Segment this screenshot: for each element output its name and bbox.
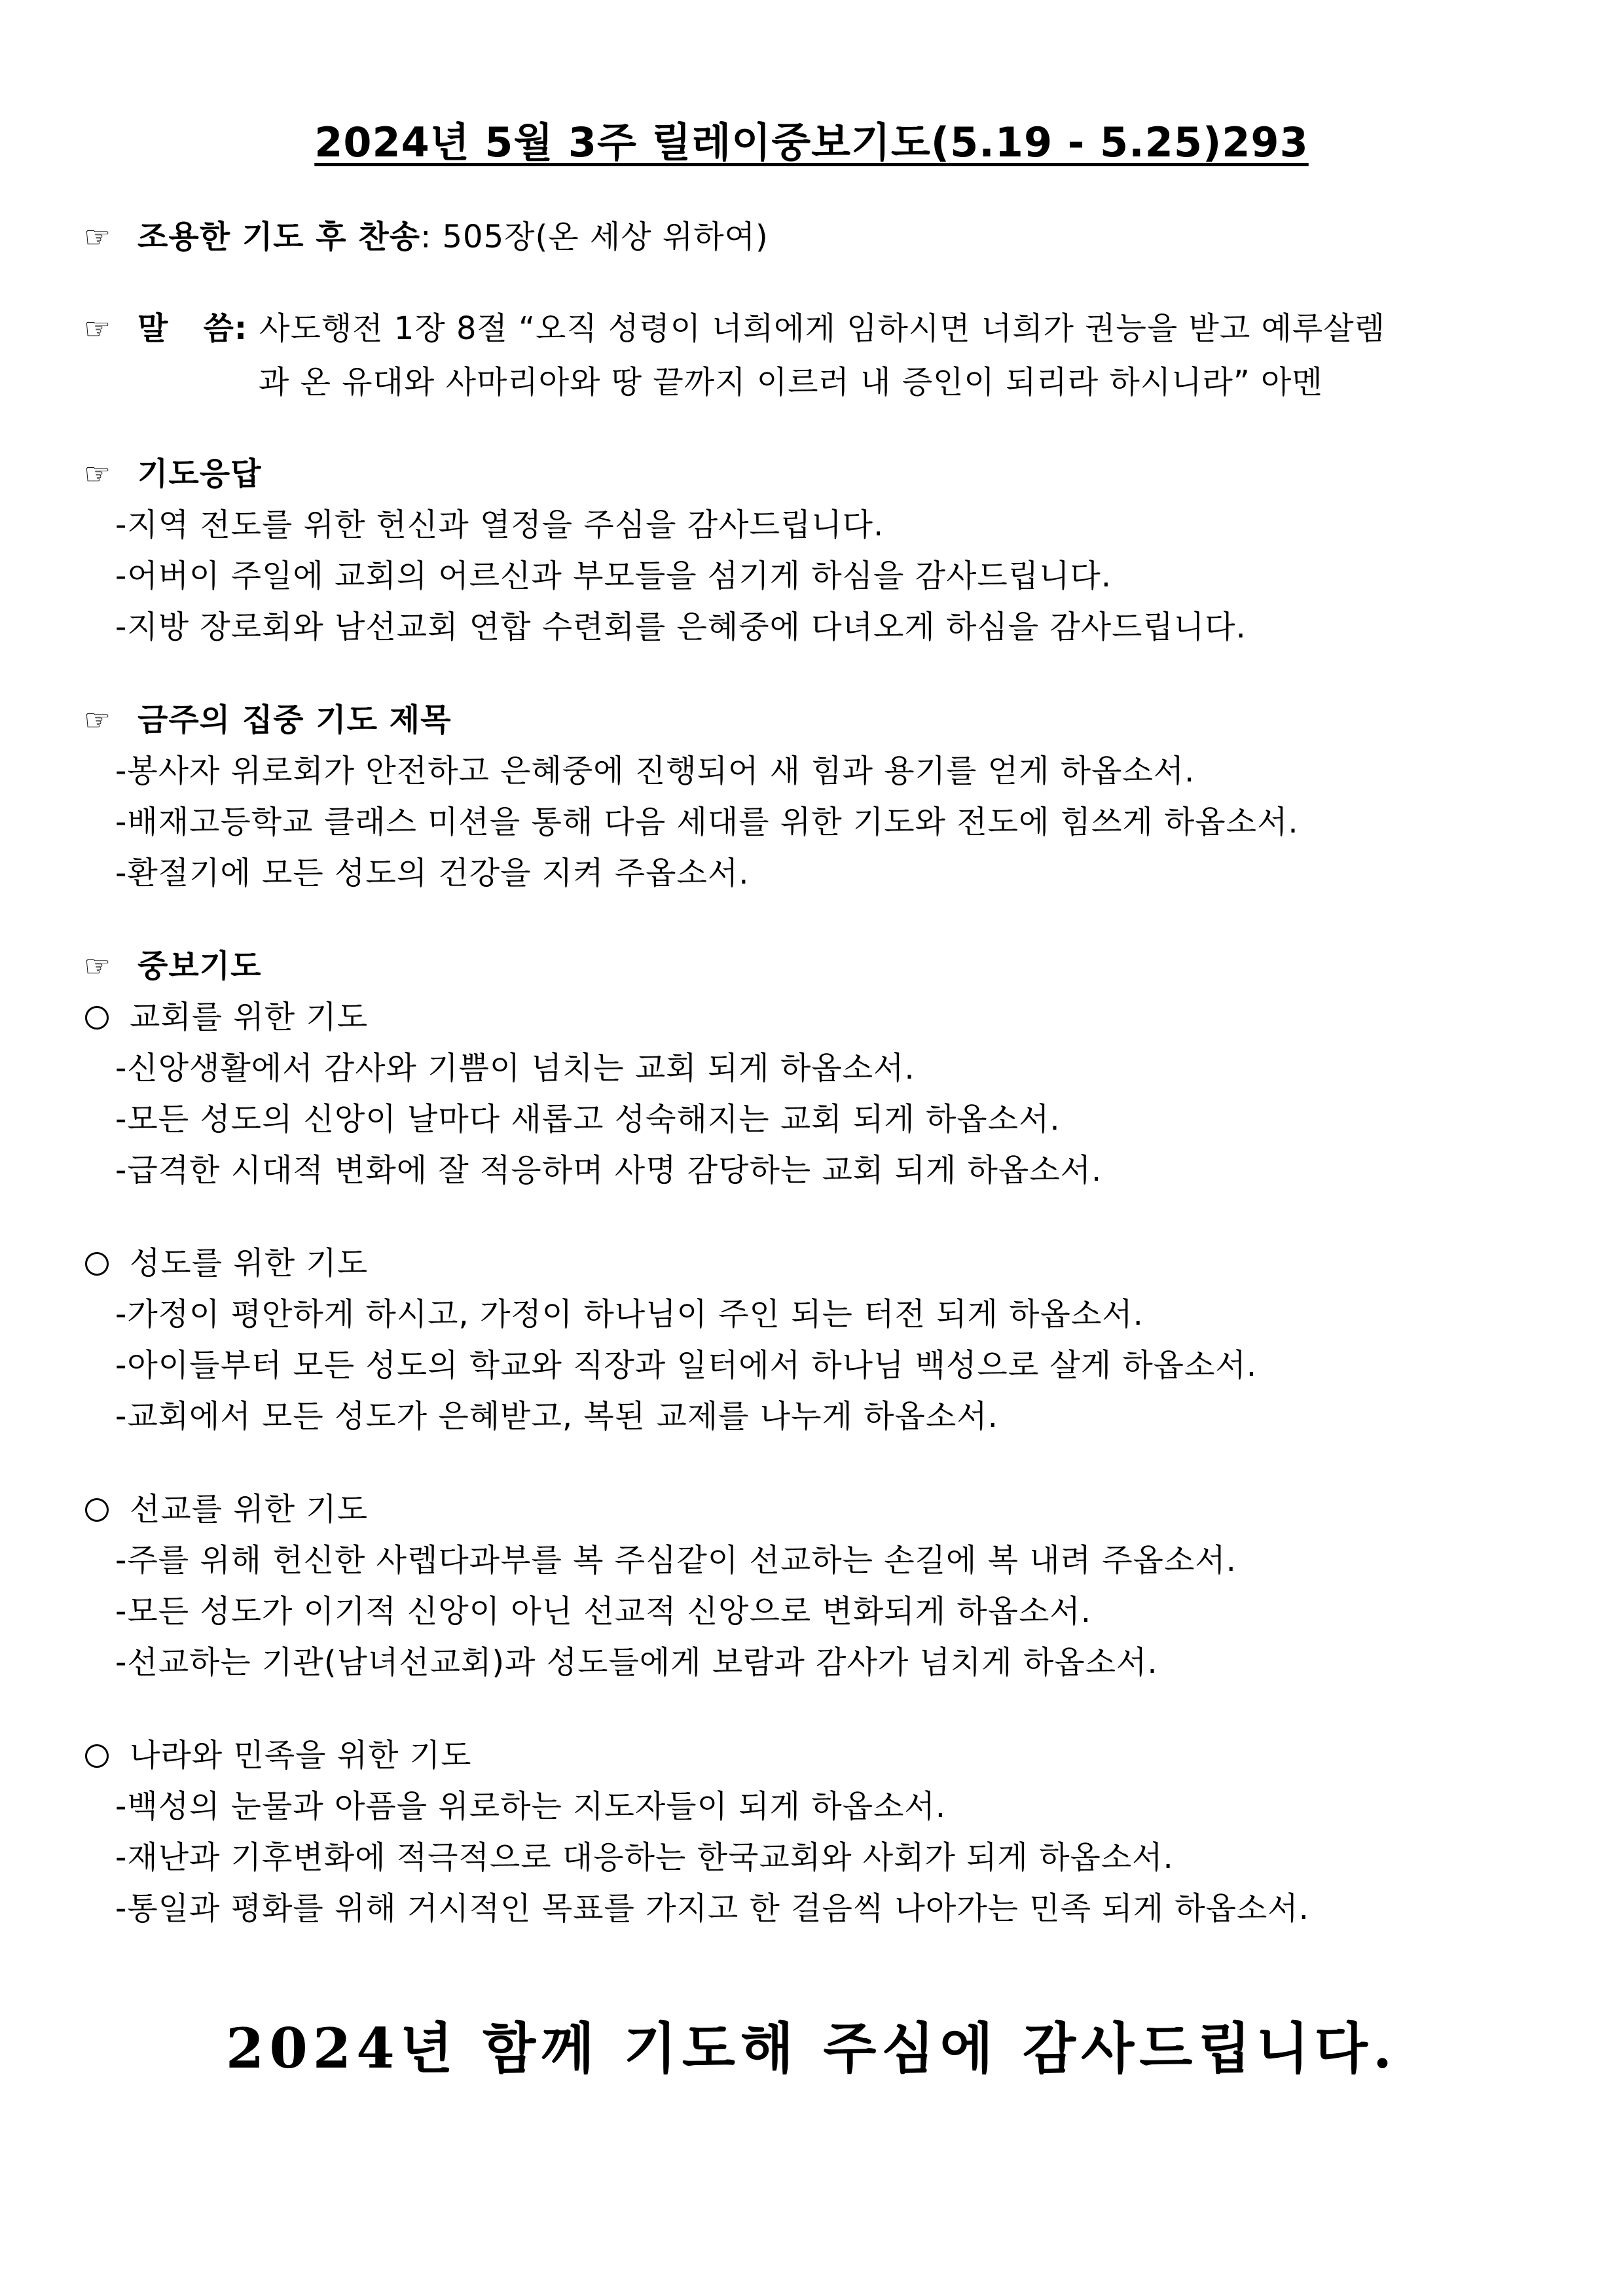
pointing-hand-icon: ☞	[84, 948, 112, 984]
scripture-line-2	[259, 361, 1323, 403]
group-title-mission: 선교를 위한 기도	[85, 1488, 368, 1530]
pointing-hand-icon: ☞	[84, 311, 112, 346]
list-item: -신앙생활에서 감사와 기쁨이 넘치는 교회 되게 하옵소서.	[115, 1050, 915, 1086]
circle-bullet-icon	[85, 1252, 109, 1276]
pointing-hand-icon: ☞	[84, 219, 112, 255]
hymn-line	[84, 216, 769, 258]
intercession-heading: ☞ 중보기도	[84, 945, 261, 987]
list-item: -선교하는 기관(남녀선교회)과 성도들에게 보람과 감사가 넘치게 하옵소서.	[115, 1644, 1158, 1681]
list-item: -백성의 눈물과 아픔을 위로하는 지도자들이 되게 하옵소서.	[115, 1788, 946, 1825]
list-item: -주를 위해 헌신한 사렙다과부를 복 주심같이 선교하는 손길에 복 내려 주옵소서.	[115, 1542, 1237, 1579]
list-item: -배재고등학교 클래스 미션을 통해 다음 세대를 위한 기도와 전도에 힘쓰게 하옵소서.	[115, 804, 1299, 840]
list-item: -재난과 기후변화에 적극적으로 대응하는 한국교회와 사회가 되게 하옵소서.	[115, 1839, 1174, 1876]
list-item: -아이들부터 모든 성도의 학교와 직장과 일터에서 하나님 백성으로 살게 하옵소서.	[115, 1347, 1258, 1384]
scripture-line-1	[84, 308, 1385, 350]
circle-bullet-icon	[85, 1498, 109, 1522]
answered-heading: ☞ 기도응답	[84, 453, 261, 495]
list-item: -통일과 평화를 위해 거시적인 목표를 가지고 한 걸음씩 나아가는 민족 되게 하옵소서.	[115, 1890, 1309, 1927]
circle-bullet-icon	[85, 1744, 109, 1768]
list-item: -모든 성도의 신앙이 날마다 새롭고 성숙해지는 교회 되게 하옵소서.	[115, 1101, 1061, 1138]
page-title	[0, 117, 1623, 169]
list-item: -지방 장로회와 남선교회 연합 수련회를 은혜중에 다녀오게 하심을 감사드립니다.	[115, 609, 1247, 645]
group-title-nation: 나라와 민족을 위한 기도	[85, 1734, 471, 1776]
group-title-saints: 성도를 위한 기도	[85, 1242, 368, 1284]
list-item: -환절기에 모든 성도의 건강을 지켜 주옵소서.	[115, 855, 750, 891]
page-title-text: 2024년 5월 3주 릴레이중보기도(5.19 - 5.25)293	[314, 118, 1309, 166]
hymn-label: 조용한 기도 후 찬송	[137, 219, 421, 255]
list-item: -지역 전도를 위한 헌신과 열정을 주심을 감사드립니다.	[115, 507, 884, 543]
circle-bullet-icon	[85, 1006, 109, 1030]
list-item: -봉사자 위로회가 안전하고 은혜중에 진행되어 새 힘과 용기를 얻게 하옵소서.	[115, 753, 1195, 789]
list-item: -모든 성도가 이기적 신앙이 아닌 선교적 신앙으로 변화되게 하옵소서.	[115, 1593, 1091, 1630]
pointing-hand-icon: ☞	[84, 702, 112, 738]
closing-message: 2024년 함께 기도해 주심에 감사드립니다.	[225, 2016, 1398, 2081]
scripture-text-1: 사도행전 1장 8절 “오직 성령이 너희에게 임하시면 너희가 권능을 받고 예루살렘	[259, 310, 1386, 347]
focus-heading: ☞ 금주의 집중 기도 제목	[84, 699, 451, 741]
scripture-text-2: 과 온 유대와 사마리아와 땅 끝까지 이르러 내 증인이 되리라 하시니라” 아멘	[259, 364, 1323, 401]
list-item: -어버이 주일에 교회의 어르신과 부모들을 섬기게 하심을 감사드립니다.	[115, 558, 1112, 594]
list-item: -가정이 평안하게 하시고, 가정이 하나님이 주인 되는 터전 되게 하옵소서.	[115, 1296, 1144, 1333]
scripture-label: 말 씀:	[137, 310, 248, 347]
hymn-text: : 505장(온 세상 위하여)	[420, 219, 769, 255]
list-item: -급격한 시대적 변화에 잘 적응하며 사명 감당하는 교회 되게 하옵소서.	[115, 1152, 1103, 1189]
list-item: -교회에서 모든 성도가 은혜받고, 복된 교제를 나누게 하옵소서.	[115, 1398, 998, 1435]
group-title-church: 교회를 위한 기도	[85, 996, 368, 1038]
pointing-hand-icon: ☞	[84, 456, 112, 492]
